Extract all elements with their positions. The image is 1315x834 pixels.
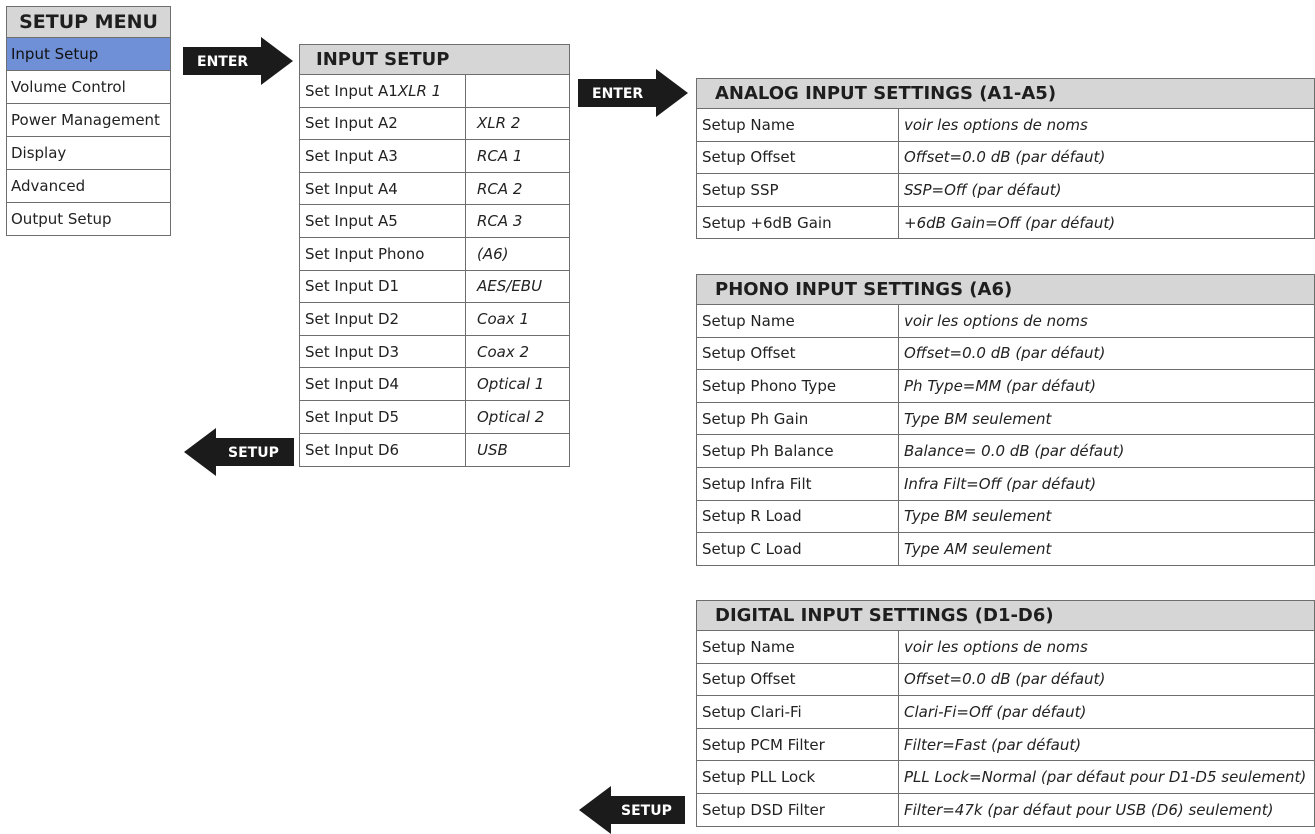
setting-label: Setup Offset [702, 670, 796, 689]
setting-label: Setup Name [702, 115, 795, 134]
setting-value-cell [898, 468, 1314, 500]
setting-value: Offset=0.0 dB (par défaut) [904, 148, 1106, 167]
input-value: Optical 2 [477, 407, 545, 426]
input-value-cell [465, 173, 569, 205]
input-row[interactable] [299, 401, 570, 434]
input-label-cell [300, 336, 465, 368]
setting-label-cell [697, 729, 898, 761]
input-row[interactable] [299, 205, 570, 238]
digital-setting-row[interactable] [696, 794, 1315, 827]
phono-setting-row[interactable] [696, 468, 1315, 501]
setting-label: Setup Ph Gain [702, 409, 809, 428]
setting-value-cell [898, 305, 1314, 337]
setting-label: Setup R Load [702, 507, 802, 526]
input-setup-title: INPUT SETUP [299, 44, 570, 75]
setting-label-cell [697, 501, 898, 533]
analog-settings-panel [696, 78, 1315, 239]
input-label: Set Input D4 [305, 375, 400, 394]
setting-value-cell [898, 403, 1314, 435]
input-row[interactable] [299, 173, 570, 206]
input-label: Set Input D3 [305, 342, 400, 361]
setting-label: Setup DSD Filter [702, 800, 825, 819]
setting-label: Setup C Load [702, 539, 802, 558]
setting-label: Setup PCM Filter [702, 735, 825, 754]
setup-menu [6, 6, 171, 236]
input-value-cell [465, 108, 569, 140]
digital-settings-panel [696, 600, 1315, 827]
input-value: Coax 1 [477, 309, 530, 328]
menu-item-display[interactable] [6, 137, 171, 170]
setting-value: Offset=0.0 dB (par défaut) [904, 670, 1106, 689]
setting-value: Offset=0.0 dB (par défaut) [904, 344, 1106, 363]
analog-settings-title: ANALOG INPUT SETTINGS (A1-A5) [696, 78, 1315, 109]
input-label-cell [300, 303, 465, 335]
setting-value: Type AM seulement [904, 539, 1052, 558]
enter-label: ENTER [592, 86, 644, 102]
input-label: Set Input D1 [305, 277, 400, 296]
setting-value-cell [898, 435, 1314, 467]
input-row[interactable] [299, 434, 570, 467]
setting-label: Setup Offset [702, 148, 796, 167]
setting-value: Type BM seulement [904, 409, 1052, 428]
setting-label-cell [697, 370, 898, 402]
phono-setting-row[interactable] [696, 338, 1315, 371]
digital-setting-row[interactable] [696, 729, 1315, 762]
enter-arrow-1 [183, 37, 293, 85]
setting-value: Balance= 0.0 dB (par défaut) [904, 442, 1125, 461]
input-value-cell [465, 140, 569, 172]
setting-value: Infra Filt=Off (par défaut) [904, 474, 1097, 493]
setting-label-cell [697, 338, 898, 370]
input-row[interactable] [299, 303, 570, 336]
input-value: RCA 1 [477, 146, 523, 165]
setting-value-cell [898, 142, 1314, 174]
setup-back-arrow-2 [579, 786, 685, 834]
input-value-cell [465, 303, 569, 335]
menu-item-label: Display [11, 144, 67, 162]
input-label: Set Input D2 [305, 309, 400, 328]
setting-label-cell [697, 794, 898, 826]
setting-label-cell [697, 468, 898, 500]
digital-setting-row[interactable] [696, 696, 1315, 729]
input-value-cell [465, 336, 569, 368]
input-inline-value: XLR 1 [397, 81, 442, 100]
input-label-cell [300, 75, 465, 107]
setting-label-cell [697, 207, 898, 239]
input-label-cell [300, 140, 465, 172]
setting-label-cell [697, 109, 898, 141]
setting-label: Setup Infra Filt [702, 474, 812, 493]
setup-menu-title: SETUP MENU [6, 6, 171, 38]
setup-label: SETUP [621, 803, 672, 819]
input-label-cell [300, 271, 465, 303]
setting-label: Setup Clari-Fi [702, 702, 802, 721]
phono-setting-row[interactable] [696, 403, 1315, 436]
input-row[interactable] [299, 238, 570, 271]
setting-label: Setup Ph Balance [702, 442, 834, 461]
input-row[interactable] [299, 368, 570, 401]
setting-label-cell [697, 435, 898, 467]
digital-setting-row[interactable] [696, 761, 1315, 794]
setting-value-cell [898, 664, 1314, 696]
setting-label-cell [697, 305, 898, 337]
setting-value-cell [898, 631, 1314, 663]
input-label: Set Input A5 [305, 212, 398, 231]
phono-setting-row[interactable] [696, 435, 1315, 468]
setting-value-cell [898, 207, 1314, 239]
phono-settings-panel [696, 274, 1315, 566]
menu-item-label: Advanced [11, 177, 86, 195]
input-label: Set Input D6 [305, 440, 400, 459]
analog-setting-row[interactable] [696, 174, 1315, 207]
setting-label-cell [697, 142, 898, 174]
input-label-cell [300, 108, 465, 140]
input-label: Set Input A2 [305, 114, 398, 133]
setting-value-cell [898, 501, 1314, 533]
setting-value-cell [898, 109, 1314, 141]
input-label: Set Input A1 [305, 81, 398, 100]
input-value: RCA 2 [477, 179, 523, 198]
setting-value: SSP=Off (par défaut) [904, 180, 1062, 199]
input-value-cell [465, 271, 569, 303]
digital-setting-row[interactable] [696, 664, 1315, 697]
setting-label: Setup Name [702, 311, 795, 330]
setting-value-cell [898, 729, 1314, 761]
setting-value: Ph Type=MM (par défaut) [904, 376, 1096, 395]
input-value-cell [465, 434, 569, 466]
input-value: Optical 1 [477, 375, 545, 394]
setting-value: Type BM seulement [904, 507, 1052, 526]
input-value: RCA 3 [477, 212, 523, 231]
setting-value: Filter=Fast (par défaut) [904, 735, 1082, 754]
phono-setting-row[interactable] [696, 533, 1315, 566]
input-value: USB [477, 440, 508, 459]
input-label-cell [300, 401, 465, 433]
setting-label: Setup PLL Lock [702, 768, 816, 787]
input-label: Set Input Phono [305, 244, 425, 263]
analog-setting-row[interactable] [696, 142, 1315, 175]
input-value-cell [465, 238, 569, 270]
input-label-cell [300, 368, 465, 400]
digital-settings-title: DIGITAL INPUT SETTINGS (D1-D6) [696, 600, 1315, 631]
setting-label-cell [697, 696, 898, 728]
setting-value: voir les options de noms [904, 311, 1088, 330]
setting-value: voir les options de noms [904, 637, 1088, 656]
setting-value-cell [898, 174, 1314, 206]
setting-label-cell [697, 533, 898, 565]
input-label: Set Input D5 [305, 407, 400, 426]
menu-item-label: Power Management [11, 111, 160, 129]
input-value: Coax 2 [477, 342, 530, 361]
input-value-cell [465, 401, 569, 433]
setting-value: Filter=47k (par défaut pour USB (D6) seulement) [904, 800, 1274, 819]
input-label-cell [300, 434, 465, 466]
setting-label-cell [697, 403, 898, 435]
input-label-cell [300, 173, 465, 205]
digital-setting-row[interactable] [696, 631, 1315, 664]
input-label-cell [300, 238, 465, 270]
menu-item-input-setup[interactable] [6, 38, 171, 71]
menu-item-advanced[interactable] [6, 170, 171, 203]
setting-label: Setup Phono Type [702, 376, 837, 395]
enter-label: ENTER [197, 54, 249, 70]
setting-label: Setup +6dB Gain [702, 213, 832, 232]
input-row[interactable] [299, 336, 570, 369]
input-value-cell [465, 205, 569, 237]
setting-label-cell [697, 631, 898, 663]
analog-setting-row[interactable] [696, 109, 1315, 142]
setting-value-cell [898, 761, 1314, 793]
setting-value: Clari-Fi=Off (par défaut) [904, 702, 1087, 721]
menu-item-power-management[interactable] [6, 104, 171, 137]
menu-item-output-setup[interactable] [6, 203, 171, 236]
input-row[interactable] [299, 140, 570, 173]
setting-value-cell [898, 794, 1314, 826]
setting-label-cell [697, 174, 898, 206]
setting-label-cell [697, 761, 898, 793]
input-setup-panel [299, 44, 570, 467]
menu-item-label: Output Setup [11, 210, 112, 228]
setting-label: Setup Name [702, 637, 795, 656]
setting-value: PLL Lock=Normal (par défaut pour D1-D5 seulement) [904, 768, 1307, 787]
analog-setting-row[interactable] [696, 207, 1315, 240]
menu-item-volume-control[interactable] [6, 71, 171, 104]
setting-label: Setup Offset [702, 344, 796, 363]
input-row[interactable] [299, 75, 570, 108]
input-label: Set Input A3 [305, 146, 398, 165]
input-row[interactable] [299, 108, 570, 141]
input-value: XLR 2 [477, 114, 521, 133]
setting-label: Setup SSP [702, 180, 779, 199]
input-value: AES/EBU [477, 277, 543, 296]
setting-value: voir les options de noms [904, 115, 1088, 134]
setting-value-cell [898, 696, 1314, 728]
menu-item-label: Volume Control [11, 78, 126, 96]
enter-arrow-2 [578, 69, 688, 117]
input-value-cell [465, 75, 569, 107]
phono-setting-row[interactable] [696, 370, 1315, 403]
phono-setting-row[interactable] [696, 501, 1315, 534]
phono-settings-title: PHONO INPUT SETTINGS (A6) [696, 274, 1315, 305]
input-label: Set Input A4 [305, 179, 398, 198]
setup-label: SETUP [228, 445, 279, 461]
phono-setting-row[interactable] [696, 305, 1315, 338]
menu-item-label: Input Setup [11, 45, 99, 63]
setting-value-cell [898, 338, 1314, 370]
input-value: (A6) [477, 244, 509, 263]
input-label-cell [300, 205, 465, 237]
setting-value-cell [898, 370, 1314, 402]
input-row[interactable] [299, 271, 570, 304]
input-value-cell [465, 368, 569, 400]
setup-back-arrow-1 [184, 428, 294, 476]
setting-value: +6dB Gain=Off (par défaut) [904, 213, 1116, 232]
setting-label-cell [697, 664, 898, 696]
setting-value-cell [898, 533, 1314, 565]
